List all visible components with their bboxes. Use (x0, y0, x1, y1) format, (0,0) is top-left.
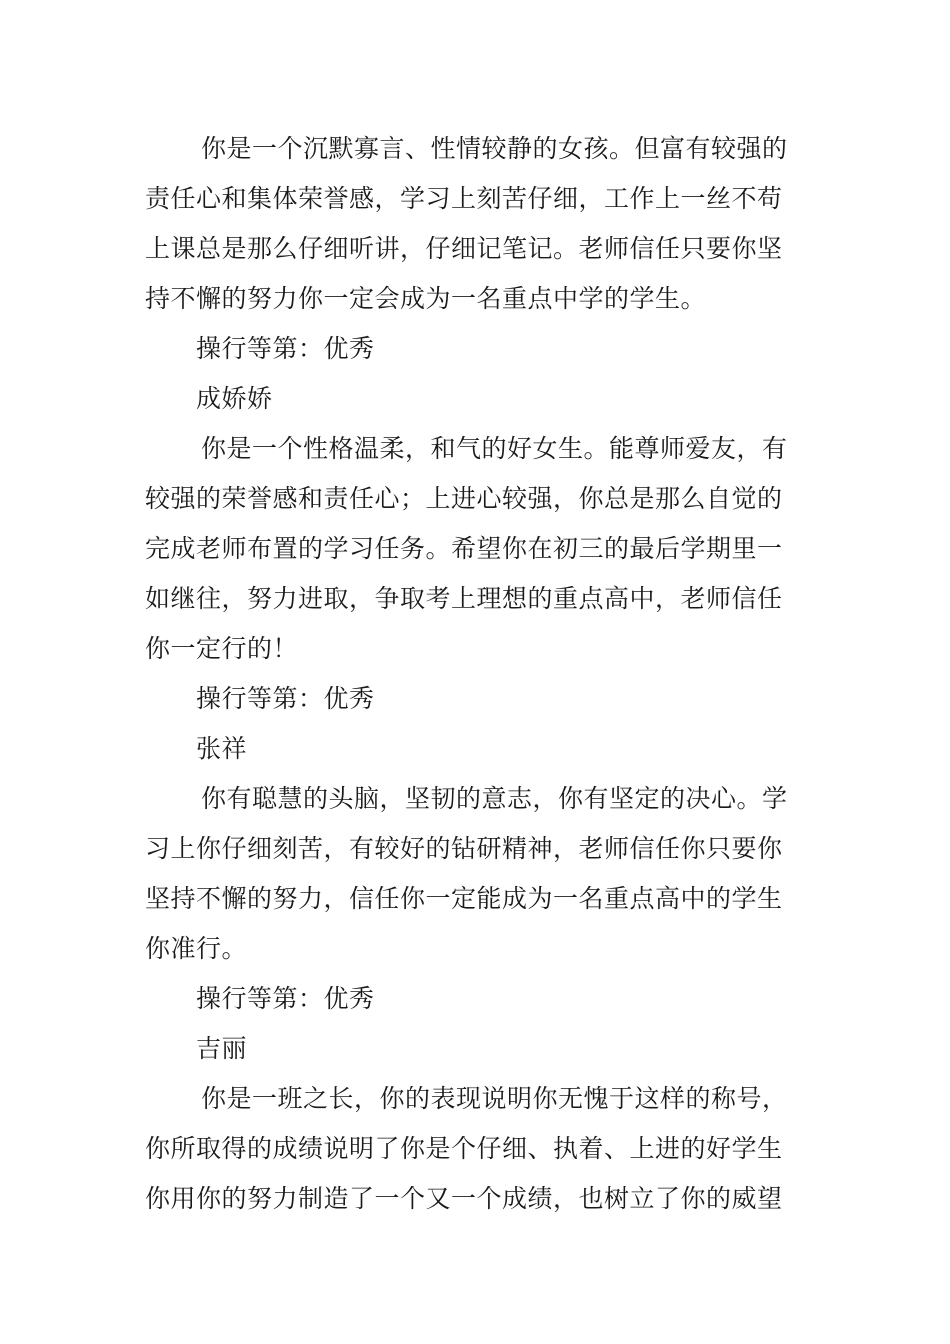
paragraph-line: 你准行。 (145, 934, 248, 963)
paragraph-line: 较强的荣誉感和责任心；上进心较强，你总是那么自觉的 (145, 484, 783, 513)
paragraph-line: 责任心和集体荣誉感，学习上刻苦仔细，工作上一丝不苟 (145, 184, 783, 213)
student-name: 张祥 (196, 734, 248, 763)
paragraph-line: 你是一班之长，你的表现说明你无愧于这样的称号， (201, 1084, 788, 1113)
student-name: 吉丽 (196, 1034, 248, 1063)
paragraph-line: 你是一个沉默寡言、性情较静的女孩。但富有较强的 (201, 134, 788, 163)
paragraph-line: 你是一个性格温柔，和气的好女生。能尊师爱友，有 (201, 434, 788, 463)
document-body (145, 124, 807, 1224)
paragraph-line: 坚持不懈的努力，信任你一定能成为一名重点高中的学生 (145, 884, 783, 913)
conduct-grade: 操行等第：优秀 (196, 684, 375, 713)
conduct-grade: 操行等第：优秀 (196, 984, 375, 1013)
conduct-grade: 操行等第：优秀 (196, 334, 375, 363)
paragraph-line: 持不懈的努力你一定会成为一名重点中学的学生。 (145, 284, 707, 313)
paragraph-line: 你有聪慧的头脑，坚韧的意志，你有坚定的决心。学 (201, 784, 788, 813)
paragraph-line: 你一定行的！ (145, 634, 299, 663)
paragraph-line: 你用你的努力制造了一个又一个成绩，也树立了你的威望 (145, 1184, 783, 1213)
paragraph-line: 你所取得的成绩说明了你是个仔细、执着、上进的好学生 (145, 1134, 783, 1163)
student-name: 成娇娇 (196, 384, 273, 413)
paragraph-line: 完成老师布置的学习任务。希望你在初三的最后学期里一 (145, 534, 783, 563)
paragraph-line: 如继往，努力进取，争取考上理想的重点高中，老师信任 (145, 584, 783, 613)
paragraph-line: 上课总是那么仔细听讲，仔细记笔记。老师信任只要你坚 (145, 234, 783, 263)
paragraph-line: 习上你仔细刻苦，有较好的钻研精神，老师信任你只要你 (145, 834, 783, 863)
